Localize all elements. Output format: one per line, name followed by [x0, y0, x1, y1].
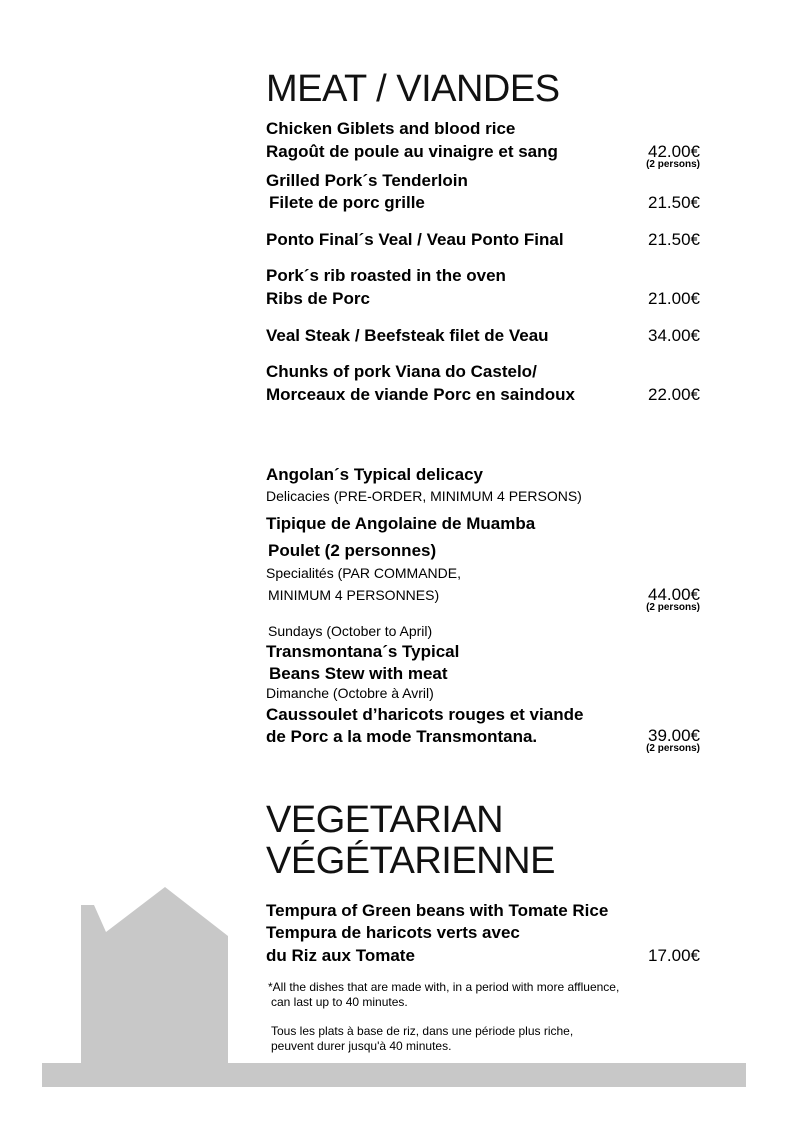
bottom-band	[42, 1063, 746, 1087]
dish-veal-ponto-final-name: Ponto Final´s Veal / Veau Ponto Final	[266, 230, 564, 249]
dish-chunks-price: 22.00€	[648, 385, 700, 404]
dish-chunks-name-en: Chunks of pork Viana do Castelo/	[266, 362, 537, 381]
dish-giblets-persons: (2 persons)	[646, 159, 700, 170]
dish-trans-price: 39.00€	[648, 726, 700, 745]
dish-angolan-note-en: Delicacies (PRE-ORDER, MINIMUM 4 PERSONS)	[266, 488, 582, 504]
dish-veal-steak-price: 34.00€	[648, 326, 700, 345]
dish-trans-persons: (2 persons)	[646, 743, 700, 754]
meat-section-title: MEAT / VIANDES	[266, 68, 560, 110]
dish-giblets-price: 42.00€	[648, 142, 700, 161]
house-shape	[81, 887, 228, 1065]
vegetarian-section-title-fr: VÉGÉTARIENNE	[266, 840, 555, 882]
dish-trans-title-1: Transmontana´s Typical	[266, 642, 460, 661]
dish-tenderloin-name-fr: Filete de porc grille	[269, 193, 425, 212]
dish-tempura-name-fr-2: du Riz aux Tomate	[266, 946, 415, 965]
dish-trans-name-fr-1: Caussoulet d’haricots rouges et viande	[266, 705, 584, 724]
dish-trans-note-en: Sundays (October to April)	[268, 623, 433, 639]
dish-angolan-note-fr-1: Specialités (PAR COMMANDE,	[266, 565, 462, 581]
dish-rib-name-fr: Ribs de Porc	[266, 289, 370, 308]
dish-angolan-title: Angolan´s Typical delicacy	[266, 465, 483, 484]
dish-tenderloin-name-en: Grilled Pork´s Tenderloin	[266, 171, 468, 190]
vegetarian-section-title-en: VEGETARIAN	[266, 799, 504, 841]
dish-veal-steak-name: Veal Steak / Beefsteak filet de Veau	[266, 326, 549, 345]
note-en-line-1: *All the dishes that are made with, in a period with more affluence,	[268, 980, 620, 994]
dish-angolan-price: 44.00€	[648, 585, 700, 604]
dish-chunks-name-fr: Morceaux de viande Porc en saindoux	[266, 385, 575, 404]
dish-angolan-name-fr-1: Tipique de Angolaine de Muamba	[266, 514, 536, 533]
dish-tenderloin-price: 21.50€	[648, 193, 700, 212]
dish-angolan-name-fr-2: Poulet (2 personnes)	[268, 541, 437, 560]
note-en-line-2: can last up to 40 minutes.	[271, 995, 408, 1009]
dish-angolan-note-fr-2: MINIMUM 4 PERSONNES)	[268, 587, 440, 603]
dish-rib-price: 21.00€	[648, 289, 700, 308]
dish-angolan-persons: (2 persons)	[646, 602, 700, 613]
dish-trans-name-fr-2: de Porc a la mode Transmontana.	[266, 727, 538, 746]
dish-trans-note-fr: Dimanche (Octobre à Avril)	[266, 685, 434, 701]
dish-veal-ponto-final-price: 21.50€	[648, 230, 700, 249]
dish-tempura-name-fr-1: Tempura de haricots verts avec	[266, 923, 520, 942]
dish-giblets-name-en: Chicken Giblets and blood rice	[266, 119, 516, 138]
dish-rib-name-en: Pork´s rib roasted in the oven	[266, 266, 506, 285]
dish-giblets-name-fr: Ragoût de poule au vinaigre et sang	[266, 142, 558, 161]
note-fr-line-2: peuvent durer jusqu'à 40 minutes.	[271, 1039, 452, 1053]
dish-tempura-price: 17.00€	[648, 946, 700, 965]
note-fr-line-1: Tous les plats à base de riz, dans une période plus riche,	[271, 1024, 574, 1038]
dish-tempura-name-en: Tempura of Green beans with Tomate Rice	[266, 901, 609, 920]
dish-trans-title-2: Beans Stew with meat	[269, 664, 448, 683]
